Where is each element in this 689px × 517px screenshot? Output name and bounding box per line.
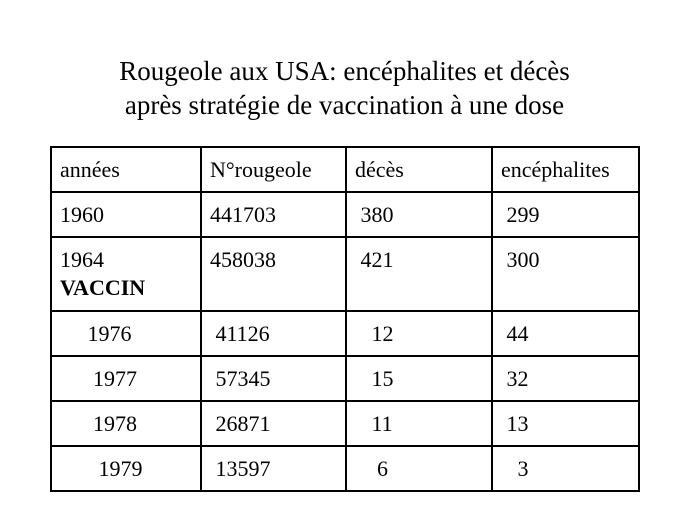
cell-encephalites: 299 [492, 192, 639, 237]
cell-deces: 380 [346, 192, 492, 237]
table-row [51, 311, 639, 356]
cell-encephalites: 44 [492, 311, 639, 356]
cell-rougeole: 441703 [201, 192, 346, 237]
cell-annee: 1979 [51, 446, 201, 491]
header-encephalites: encéphalites [492, 147, 639, 192]
cell-rougeole: 458038 [201, 237, 346, 311]
header-rougeole: N°rougeole [201, 147, 346, 192]
table-row [51, 192, 639, 237]
cell-deces: 421 [346, 237, 492, 311]
cell-annee: 1960 [51, 192, 201, 237]
measles-table [50, 146, 640, 492]
cell-deces: 6 [346, 446, 492, 491]
cell-rougeole: 13597 [201, 446, 346, 491]
vaccin-label: VACCIN [60, 275, 146, 300]
cell-rougeole: 57345 [201, 356, 346, 401]
table-row [51, 237, 639, 311]
cell-annee [51, 237, 201, 311]
table-row [51, 446, 639, 491]
table-header-row [51, 147, 639, 192]
cell-encephalites: 13 [492, 401, 639, 446]
cell-deces: 15 [346, 356, 492, 401]
cell-encephalites: 300 [492, 237, 639, 311]
cell-deces: 11 [346, 401, 492, 446]
header-deces: décès [346, 147, 492, 192]
title-line-2: après stratégie de vaccination à une dose [124, 90, 565, 120]
cell-deces: 12 [346, 311, 492, 356]
header-annees: années [51, 147, 201, 192]
table-row [51, 401, 639, 446]
slide-title [0, 54, 689, 122]
table-row [51, 356, 639, 401]
cell-rougeole: 41126 [201, 311, 346, 356]
cell-encephalites: 32 [492, 356, 639, 401]
cell-annee: 1976 [51, 311, 201, 356]
cell-encephalites: 3 [492, 446, 639, 491]
cell-annee: 1977 [51, 356, 201, 401]
cell-annee: 1978 [51, 401, 201, 446]
title-line-1: Rougeole aux USA: encéphalites et décès [119, 56, 570, 86]
cell-rougeole: 26871 [201, 401, 346, 446]
year-value: 1964 [60, 247, 104, 272]
